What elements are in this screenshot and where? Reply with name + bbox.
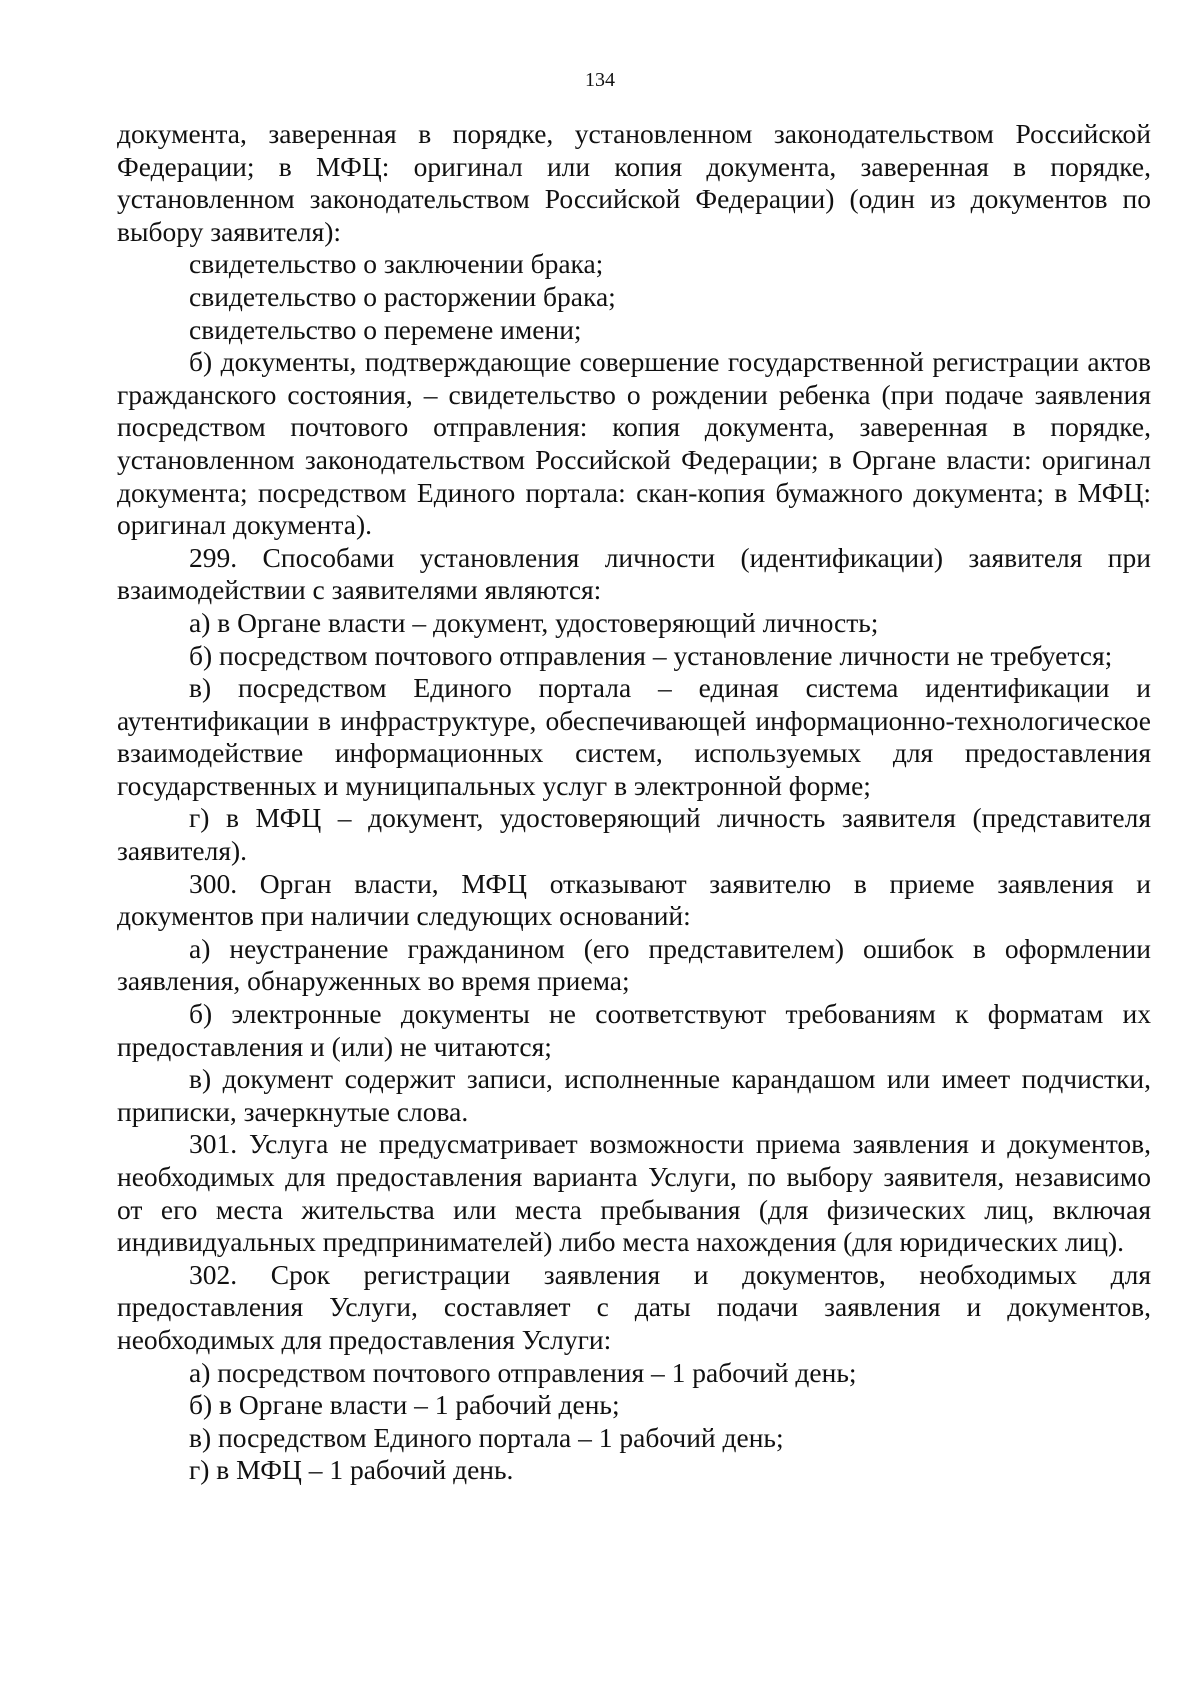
document-body (117, 118, 1151, 1487)
clause-301: 301. Услуга не предусматривает возможности приема заявления и документов, необходимых для предоставления варианта Услуги, по выбору заявителя, независимо от его места жительства или места пребывания (для физических лиц, включая индивидуальных предпринимателей) либо места нахождения (для юридических лиц). (117, 1128, 1151, 1258)
clause-302-item-d: г) в МФЦ – 1 рабочий день. (189, 1454, 514, 1486)
clause-300-item-c: в) документ содержит записи, исполненные карандашом или имеет подчистки, приписки, зачеркнутые слова. (117, 1063, 1151, 1127)
list-item-marriage-certificate: свидетельство о заключении брака; (189, 248, 604, 280)
clause-299-item-b: б) посредством почтового отправления – установление личности не требуется; (189, 639, 1113, 671)
list-item-civil-registration-documents: б) документы, подтверждающие совершение государственной регистрации актов гражданского состояния, – свидетельство о рождении ребенка (при подаче заявления посредством почтового отправления: копия документа, заверенная в порядке, установленном законодательством Российской Федерации; в Органе власти: оригинал документа; посредством Единого портала: скан-копия бумажного документа; в МФЦ: оригинал документа). (117, 346, 1151, 541)
page-number: 134 (585, 69, 615, 91)
clause-299-item-a: а) в Органе власти – документ, удостоверяющий личность; (189, 606, 879, 638)
clause-302-item-c: в) посредством Единого портала – 1 рабочий день; (189, 1421, 784, 1453)
clause-300-item-a: а) неустранение гражданином (его представителем) ошибок в оформлении заявления, обнаруженных во время приема; (117, 932, 1151, 997)
clause-300-item-b: б) электронные документы не соответствуют требованиям к форматам их предоставления и (или) не читаются; (117, 998, 1151, 1062)
list-item-divorce-certificate: свидетельство о расторжении брака; (189, 280, 616, 312)
clause-302-item-b: б) в Органе власти – 1 рабочий день; (189, 1389, 620, 1421)
clause-302-item-a: а) посредством почтового отправления – 1 рабочий день; (189, 1356, 857, 1388)
clause-300: 300. Орган власти, МФЦ отказывают заявителю в приеме заявления и документов при наличии следующих оснований: (117, 867, 1151, 932)
paragraph-continuation: документа, заверенная в порядке, установленном законодательством Российской Федерации; в МФЦ: оригинал или копия документа, заверенная в порядке, установленном законодательством Российской Федерации) (один из документов по выбору заявителя): (117, 118, 1151, 247)
clause-302: 302. Срок регистрации заявления и документов, необходимых для предоставления Услуги, составляет с даты подачи заявления и документов, необходимых для предоставления Услуги: (117, 1258, 1151, 1355)
clause-299-item-d: г) в МФЦ – документ, удостоверяющий личность заявителя (представителя заявителя). (117, 802, 1151, 867)
clause-299: 299. Способами установления личности (идентификации) заявителя при взаимодействии с заявителями являются: (117, 541, 1151, 606)
clause-299-item-c: в) посредством Единого портала – единая система идентификации и аутентификации в инфраструктуре, обеспечивающей информационно-технологическое взаимодействие информационных систем, используемых для предоставления государственных и муниципальных услуг в электронной форме; (117, 672, 1151, 801)
list-item-name-change-certificate: свидетельство о перемене имени; (189, 313, 582, 345)
